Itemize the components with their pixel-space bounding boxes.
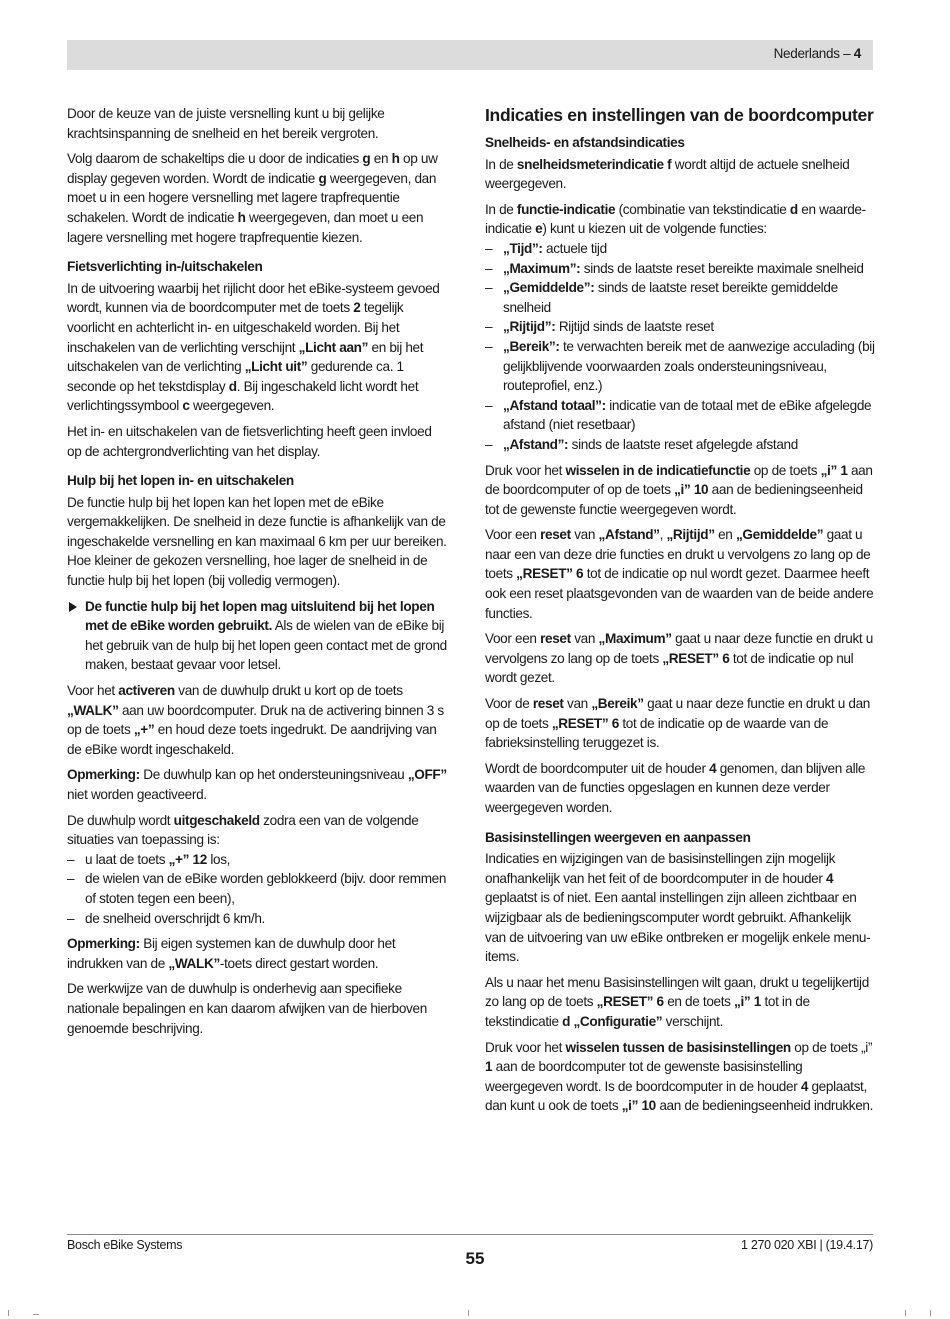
list-item: – „Bereik”: te verwachten bereik met de aanwezige acculading (bij gelijkblijvende voorwaarden zoals ondersteuningsniveau, routeprofiel, enz.) [485,337,875,396]
paragraph: Het in- en uitschakelen van de fietsverlichting heeft geen invloed op de achtergrondverlichting van het display. [67,423,432,459]
paragraph: Indicaties en wijzigingen van de basisinstellingen zijn mogelijk onafhankelijk van het feit of de boordcomputer in de houder 4 geplaatst is of niet. Een aantal instellingen zijn alleen zichtbaar en wijzigbaar als de bedieningscomputer wordt gebruikt. Afhankelijk van de uitvoering van uw eBike ontbreken er mogelijk enkele menu-items. [485,851,871,965]
header-label: Nederlands – 4 [773,46,861,61]
paragraph: De functie hulp bij het lopen kan het lopen met de eBike vergemakkelijken. De snelheid in deze functie is afhankelijk van de ingeschakelde versnelling en kan maximaal 6 km per uur bereiken. Hoe kleiner de gekozen versnelling, hoe lager de snelheid in de functie hulp bij het lopen (bij volledig vermogen). [67,494,447,589]
page-header [67,40,873,70]
list-item: – „Afstand”: sinds de laatste reset afgelegde afstand [485,435,875,455]
footer-brand: Bosch eBike Systems [67,1238,183,1252]
page-title: Indicaties en instellingen van de boordcomputer [485,105,874,125]
crop-mark [468,1310,469,1316]
paragraph: Wordt de boordcomputer uit de houder 4 genomen, dan blijven alle waarden van de functies opgeslagen en kunnen deze verder weergegeven worden. [485,760,866,815]
function-list [485,239,875,455]
crop-mark [8,1310,9,1316]
paragraph: Druk voor het wisselen tussen de basisinstellingen op de toets „i” 1 aan de boordcomputer tot de gewenste basisinstelling weergegeven wordt. Is de boordcomputer in de houder 4 geplaatst, dan kunt u ook de toets „i” 10 aan de bedieningseenheid indrukken. [485,1039,874,1114]
paragraph: Druk voor het wisselen in de indicatiefunctie op de toets „i” 1 aan de boordcomputer of op de toets „i” 10 aan de bedieningseenheid tot de gewenste functie weergegeven wordt. [485,462,873,517]
footer-doc-id: 1 270 020 XBI | (19.4.17) [741,1238,873,1252]
crop-mark [33,1314,39,1315]
paragraph: Opmerking: Bij eigen systemen kan de duwhulp door het indrukken van de „WALK”-toets direct gestart worden. [67,936,396,971]
section-heading-lighting: Fietsverlichting in-/uitschakelen [67,259,263,275]
paragraph: Volg daarom de schakeltips die u door de indicaties g en h op uw display gegeven worden. Wordt de indicatie g weergegeven, dan moet u in een hogere versnelling met lagere trapfrequentie schakelen. Wordt de indicatie h weergegeven, dan moet u een lagere versnelling met hogere trapfrequentie kiezen. [67,151,438,245]
footer-divider [67,1234,873,1235]
list-item: – u laat de toets „+” 12 los, [67,850,449,870]
list-item: – „Tijd”: actuele tijd [485,239,875,259]
list-item: – „Afstand totaal”: indicatie van de totaal met de eBike afgelegde afstand (niet resetbaar) [485,396,875,435]
paragraph: Voor de reset van „Bereik” gaat u naar deze functie en drukt u dan op de toets „RESET” 6 tot de indicatie op de waarde van de fabrieksinstelling teruggezet is. [485,696,871,751]
crop-mark [930,1310,931,1316]
paragraph: Voor een reset van „Afstand”, „Rijtijd” en „Gemiddelde” gaat u naar een van deze drie functies en drukt u vervolgens zo lang op de toets „RESET” 6 tot de indicatie op nul wordt gezet. Daarmee heeft ook een reset plaatsgevonden van de waarden van de beide andere functies. [485,527,874,621]
paragraph: Opmerking: De duwhulp kan op het ondersteuningsniveau „OFF” niet worden geactiveerd. [67,767,447,802]
crop-mark [905,1310,906,1316]
paragraph: De duwhulp wordt uitgeschakeld zodra een van de volgende situaties van toepassing is: [67,812,419,848]
page-number: 55 [465,1249,485,1268]
paragraph: Als u naar het menu Basisinstellingen wilt gaan, drukt u tegelijkertijd zo lang op de toets „RESET” 6 en de toets „i” 1 tot in de tekstindicatie d „Configuratie” verschijnt. [485,974,869,1029]
list-item: – „Maximum”: sinds de laatste reset bereikte maximale snelheid [485,259,875,279]
list-item: – de wielen van de eBike worden geblokkeerd (bijv. door remmen of stoten tegen een been), [67,869,449,908]
paragraph: De werkwijze van de duwhulp is onderhevig aan specifieke nationale bepalingen en kan daarom afwijken van de hierboven genoemde beschrijving. [67,981,427,1036]
section-heading-walk-assist: Hulp bij het lopen in- en uitschakelen [67,473,294,489]
left-column [67,104,449,1044]
section-heading-basic-settings: Basisinstellingen weergeven en aanpassen [485,829,751,845]
paragraph: Voor een reset van „Maximum” gaat u naar deze functie en drukt u vervolgens zo lang op de toets „RESET” 6 tot de indicatie op nul wordt gezet. [485,631,873,686]
warning-arrow-icon [69,602,77,612]
paragraph: In de functie-indicatie (combinatie van tekstindicatie d en waarde-indicatie e) kunt u kiezen uit de volgende functies: [485,201,866,237]
deactivation-list [67,850,449,928]
list-item: – de snelheid overschrijdt 6 km/h. [67,909,449,929]
paragraph: In de snelheidsmeterindicatie f wordt altijd de actuele snelheid weergegeven. [485,156,850,192]
right-column [485,104,875,1122]
section-heading-speed: Snelheids- en afstandsindicaties [485,135,685,150]
paragraph: Voor het activeren van de duwhulp drukt u kort op de toets „WALK” aan uw boordcomputer. Druk na de activering binnen 3 s op de toets „+” en houd deze toets ingedrukt. De aandrijving van de eBike wordt ingeschakeld. [67,683,444,757]
paragraph: In de uitvoering waarbij het rijlicht door het eBike-systeem gevoed wordt, kunnen via de boordcomputer met de toets 2 tegelijk voorlicht en achterlicht in- en uitgeschakeld worden. Bij het inschakelen van de verlichting verschijnt „Licht aan” en bij het uitschakelen van de verlichting „Licht uit” gedurende ca. 1 seconde op het tekstdisplay d. Bij ingeschakeld licht wordt het verlichtingssymbool c weergegeven. [67,280,440,414]
list-item: – „Gemiddelde”: sinds de laatste reset bereikte gemiddelde snelheid [485,278,875,317]
warning-note: De functie hulp bij het lopen mag uitsluitend bij het lopen met de eBike worden gebruikt. Als de wielen van de eBike bij het gebruik van de hulp bij het lopen geen contact met de grond maken, bestaat gevaar voor letsel. [67,597,449,675]
paragraph: Door de keuze van de juiste versnelling kunt u bij gelijke krachtsinspanning de snelheid en het bereik vergroten. [67,106,385,141]
list-item: – „Rijtijd”: Rijtijd sinds de laatste reset [485,317,875,337]
